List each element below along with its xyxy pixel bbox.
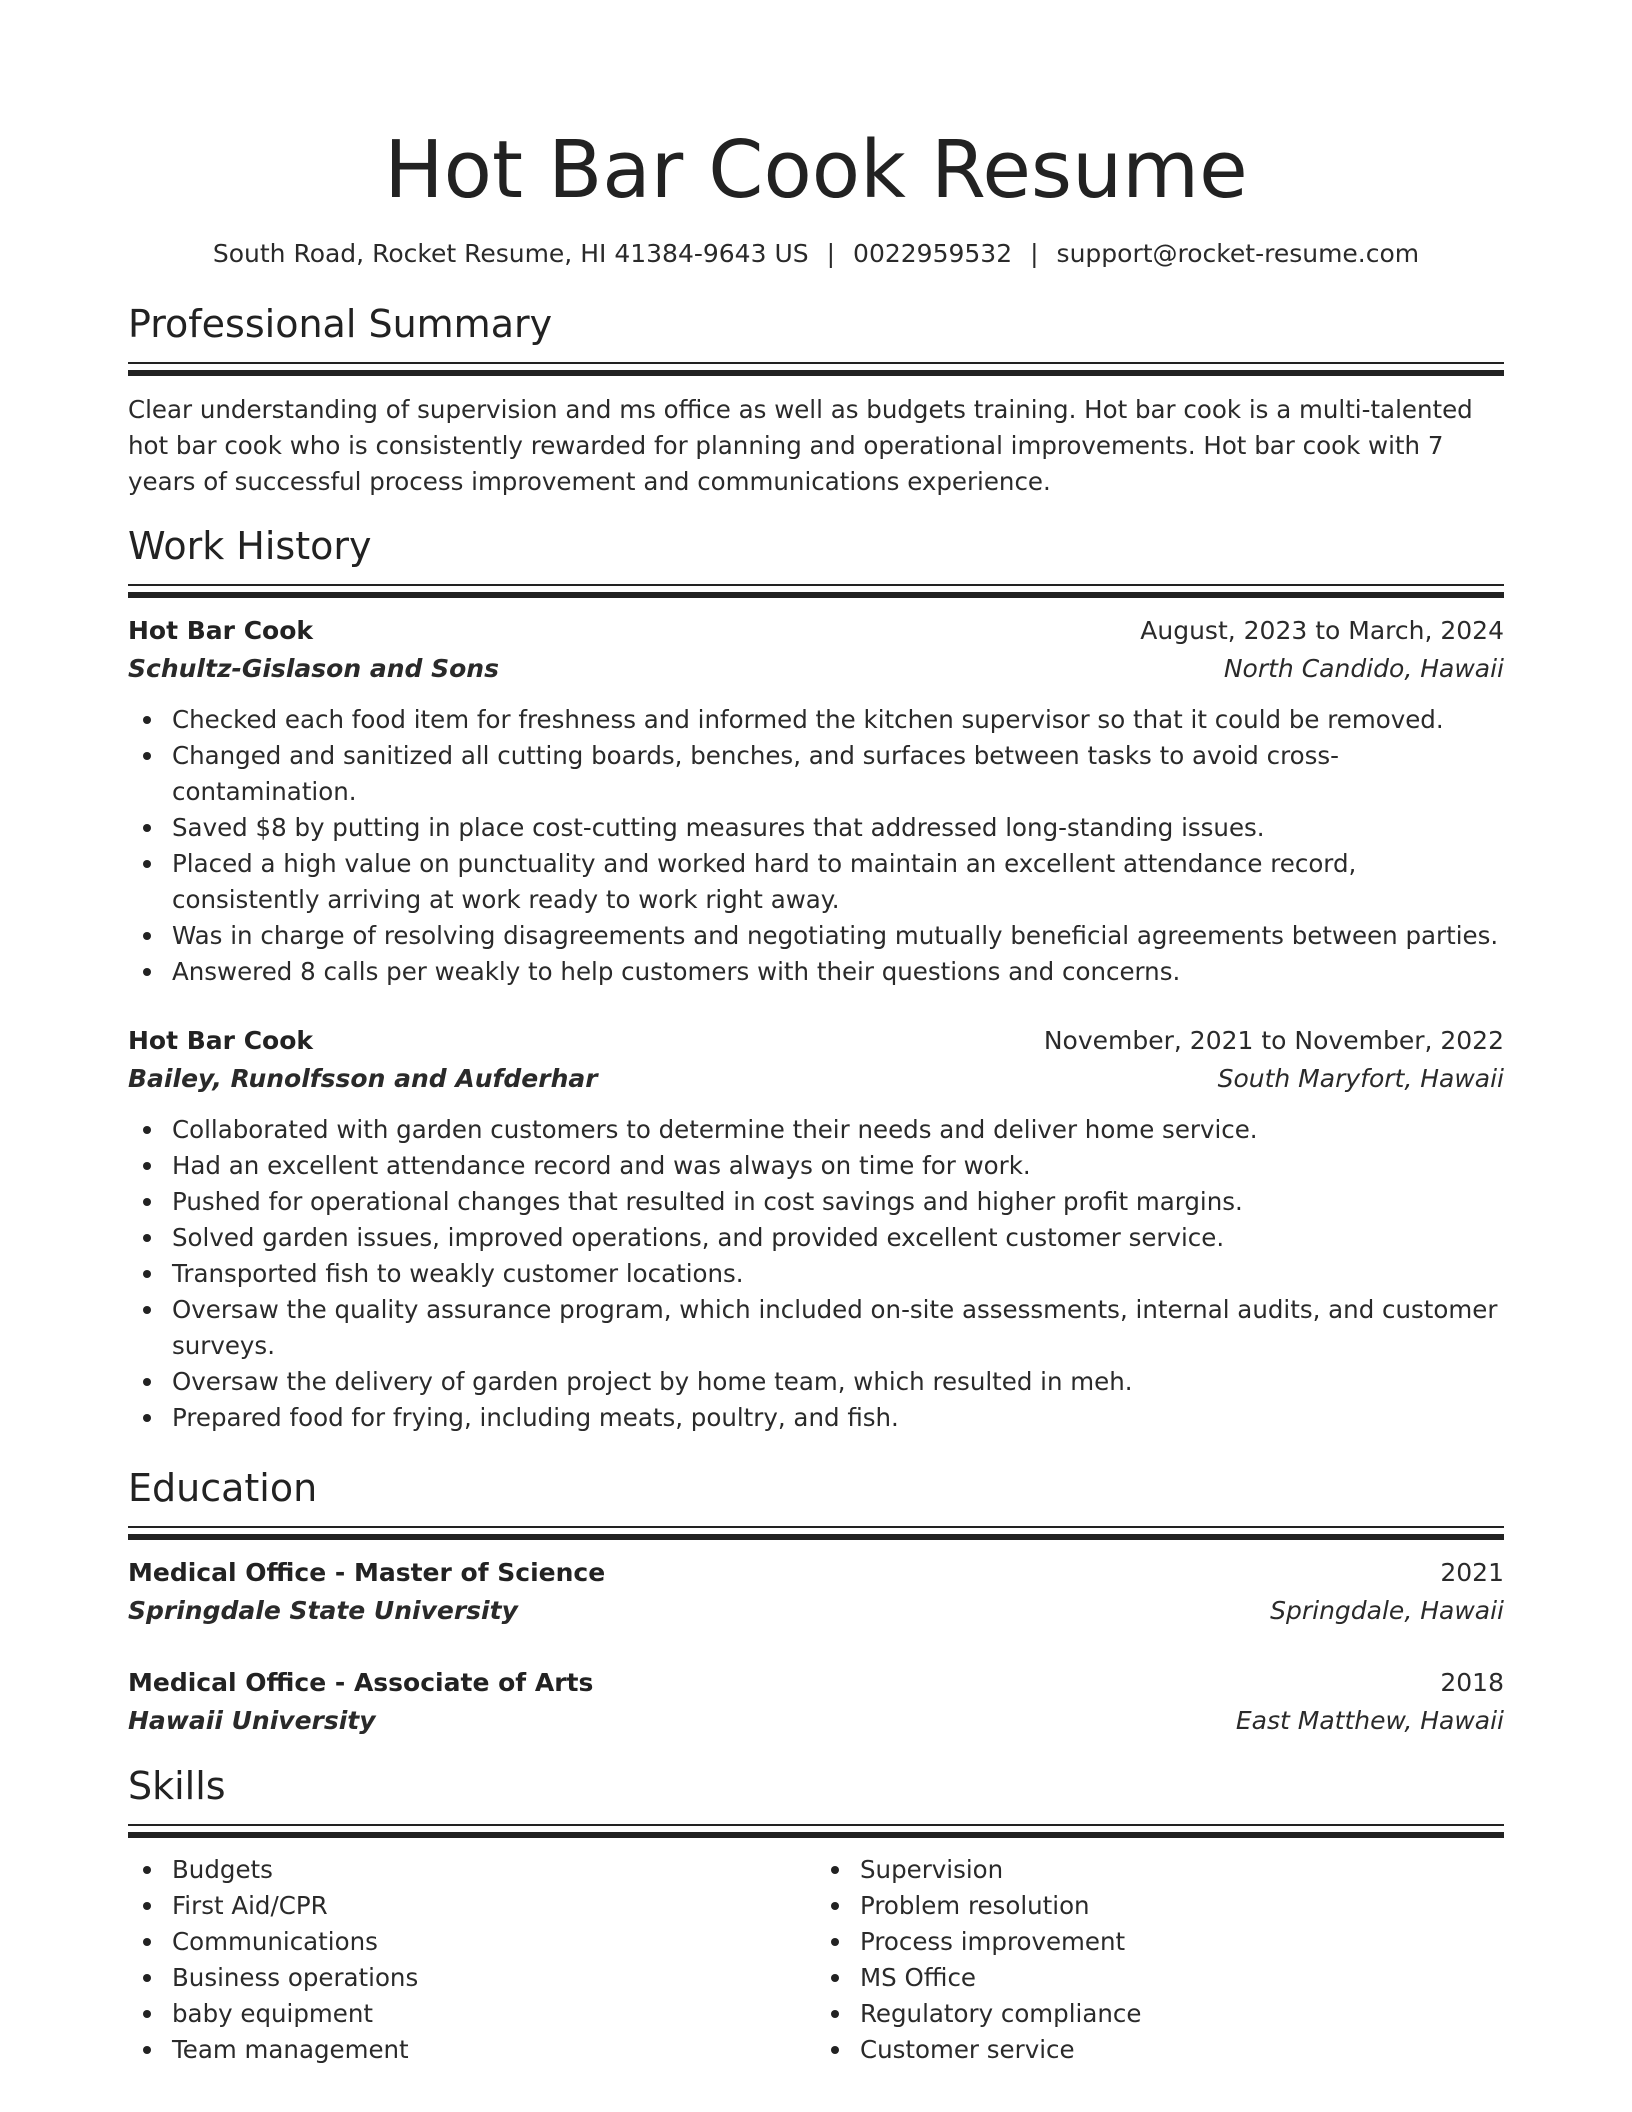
skill-label: Budgets [172, 1855, 273, 1884]
list-item [172, 1184, 1504, 1220]
job-location: North Candido, Hawaii [1223, 654, 1504, 683]
contact-separator: | [826, 239, 836, 268]
bullet-icon [143, 1270, 151, 1278]
section-divider-thick [128, 370, 1504, 376]
list-item [172, 1292, 1504, 1364]
job-duty: Changed and sanitized all cutting boards, benches, and surfaces between tasks to avoid cross-contamination. [172, 741, 1340, 806]
work-history-section [128, 522, 1504, 1436]
education-year: 2018 [1440, 1668, 1504, 1697]
list-item [172, 1112, 1504, 1148]
job-duty: Transported fish to weakly customer locations. [172, 1259, 744, 1288]
section-divider-thick [128, 1534, 1504, 1540]
skill-label: Team management [172, 2035, 409, 2064]
education-entry [128, 1554, 1504, 1630]
job-duty: Checked each food item for freshness and informed the kitchen supervisor so that it could be removed. [172, 705, 1444, 734]
section-heading-education: Education [128, 1466, 318, 1510]
job-company: Schultz-Gislason and Sons [128, 654, 499, 683]
education-school: Springdale State University [128, 1596, 518, 1625]
bullet-icon [143, 1378, 151, 1386]
skill-item [860, 1960, 1504, 1996]
job-duty: Placed a high value on punctuality and worked hard to maintain an excellent attendance record, consistently arriving at work ready to work right away. [172, 849, 1357, 914]
list-item [172, 810, 1504, 846]
bullet-icon [143, 1198, 151, 1206]
job-duty: Collaborated with garden customers to determine their needs and deliver home service. [172, 1115, 1258, 1144]
skill-item [172, 1960, 816, 1996]
job-location: South Maryfort, Hawaii [1217, 1064, 1504, 1093]
job-duty: Solved garden issues, improved operations, and provided excellent customer service. [172, 1223, 1225, 1252]
skill-label: Process improvement [860, 1927, 1126, 1956]
education-location: Springdale, Hawaii [1270, 1596, 1504, 1625]
bullet-icon [143, 752, 151, 760]
bullet-icon [143, 860, 151, 868]
job-duty: Prepared food for frying, including meats, poultry, and fish. [172, 1403, 899, 1432]
bullet-icon [143, 716, 151, 724]
skill-item [860, 1924, 1504, 1960]
skill-label: Customer service [860, 2035, 1075, 2064]
list-item [172, 738, 1504, 810]
education-year: 2021 [1440, 1558, 1504, 1587]
job-dates: August, 2023 to March, 2024 [1140, 616, 1504, 645]
skill-item [860, 2032, 1504, 2068]
skill-item [172, 2032, 816, 2068]
bullet-icon [831, 1938, 839, 1946]
summary-text: Clear understanding of supervision and ms office as well as budgets training. Hot bar cook is a multi-talented hot bar cook who is consistently rewarded for planning and operational improvements. Hot bar cook with 7 years of successful process improvement and communications experience. [128, 395, 1473, 496]
skill-item [172, 1924, 816, 1960]
bullet-icon [143, 968, 151, 976]
job-duty: Oversaw the quality assurance program, which included on-site assessments, internal audits, and customer surveys. [172, 1295, 1498, 1360]
list-item [172, 1364, 1504, 1400]
skill-item [172, 1888, 816, 1924]
education-header-row [128, 1554, 1504, 1592]
job-duties-list [128, 702, 1504, 990]
bullet-icon [831, 1902, 839, 1910]
job-duty: Pushed for operational changes that resulted in cost savings and higher profit margins. [172, 1187, 1243, 1216]
job-header-row [128, 612, 1504, 650]
skill-label: Supervision [860, 1855, 1004, 1884]
job-entry [128, 612, 1504, 990]
list-item [172, 1400, 1504, 1436]
bullet-icon [143, 1126, 151, 1134]
skill-label: Problem resolution [860, 1891, 1090, 1920]
bullet-icon [831, 2010, 839, 2018]
bullet-icon [143, 1866, 151, 1874]
section-divider [128, 362, 1504, 364]
education-school-row [128, 1592, 1504, 1630]
skill-item [860, 1852, 1504, 1888]
job-title: Hot Bar Cook [128, 1026, 314, 1055]
job-header-row [128, 1022, 1504, 1060]
skill-label: First Aid/CPR [172, 1891, 328, 1920]
education-section [128, 1464, 1504, 1740]
section-divider-thick [128, 1832, 1504, 1838]
contact-email[interactable]: support@rocket-resume.com [1056, 239, 1420, 268]
job-duty: Answered 8 calls per weakly to help customers with their questions and concerns. [172, 957, 1181, 986]
resume-title: Hot Bar Cook Resume [384, 124, 1248, 216]
bullet-icon [143, 2010, 151, 2018]
bullet-icon [143, 1938, 151, 1946]
section-heading-summary: Professional Summary [128, 302, 553, 346]
education-header-row [128, 1664, 1504, 1702]
skill-label: Business operations [172, 1963, 419, 1992]
job-dates: November, 2021 to November, 2022 [1043, 1026, 1504, 1055]
education-degree: Medical Office - Master of Science [128, 1558, 606, 1587]
section-divider-thick [128, 592, 1504, 598]
skills-list-left [128, 1852, 816, 2068]
job-company: Bailey, Runolfsson and Aufderhar [128, 1064, 598, 1093]
list-item [172, 702, 1504, 738]
contact-separator: | [1030, 239, 1039, 268]
education-school: Hawaii University [128, 1706, 376, 1735]
bullet-icon [143, 1414, 151, 1422]
section-divider [128, 1526, 1504, 1528]
education-school-row [128, 1702, 1504, 1740]
job-entry [128, 1022, 1504, 1436]
skill-label: Regulatory compliance [860, 1999, 1142, 2028]
education-entry [128, 1664, 1504, 1740]
bullet-icon [143, 1974, 151, 1982]
job-duty: Was in charge of resolving disagreements and negotiating mutually beneficial agreements between parties. [172, 921, 1499, 950]
bullet-icon [143, 1234, 151, 1242]
bullet-icon [831, 1866, 839, 1874]
section-divider [128, 584, 1504, 586]
section-heading-skills: Skills [128, 1764, 226, 1808]
job-duty: Oversaw the delivery of garden project by home team, which resulted in meh. [172, 1367, 1133, 1396]
job-title: Hot Bar Cook [128, 616, 314, 645]
section-heading-work-history: Work History [128, 524, 372, 568]
bullet-icon [143, 1902, 151, 1910]
contact-address: South Road, Rocket Resume, HI 41384-9643 US [212, 239, 809, 268]
skill-label: baby equipment [172, 1999, 373, 2028]
skills-list-right [816, 1852, 1504, 2068]
skill-item [860, 1888, 1504, 1924]
skill-item [172, 1852, 816, 1888]
skills-section [128, 1762, 1504, 2068]
skills-grid [128, 1852, 1504, 2068]
job-duty: Saved $8 by putting in place cost-cutting measures that addressed long-standing issues. [172, 813, 1265, 842]
list-item [172, 846, 1504, 918]
skill-label: Communications [172, 1927, 378, 1956]
job-company-row [128, 650, 1504, 688]
bullet-icon [143, 1162, 151, 1170]
bullet-icon [143, 1306, 151, 1314]
job-duty: Had an excellent attendance record and was always on time for work. [172, 1151, 1031, 1180]
contact-line [128, 238, 1504, 270]
list-item [172, 1148, 1504, 1184]
contact-phone: 0022959532 [853, 239, 1013, 268]
section-divider [128, 1824, 1504, 1826]
bullet-icon [143, 2046, 151, 2054]
summary-section [128, 300, 1504, 500]
bullet-icon [831, 1974, 839, 1982]
bullet-icon [143, 824, 151, 832]
education-degree: Medical Office - Associate of Arts [128, 1668, 594, 1697]
skill-item [860, 1996, 1504, 2032]
list-item [172, 918, 1504, 954]
skill-item [172, 1996, 816, 2032]
skill-label: MS Office [860, 1963, 976, 1992]
list-item [172, 954, 1504, 990]
list-item [172, 1220, 1504, 1256]
education-location: East Matthew, Hawaii [1235, 1706, 1504, 1735]
job-company-row [128, 1060, 1504, 1098]
bullet-icon [831, 2046, 839, 2054]
list-item [172, 1256, 1504, 1292]
bullet-icon [143, 932, 151, 940]
job-duties-list [128, 1112, 1504, 1436]
